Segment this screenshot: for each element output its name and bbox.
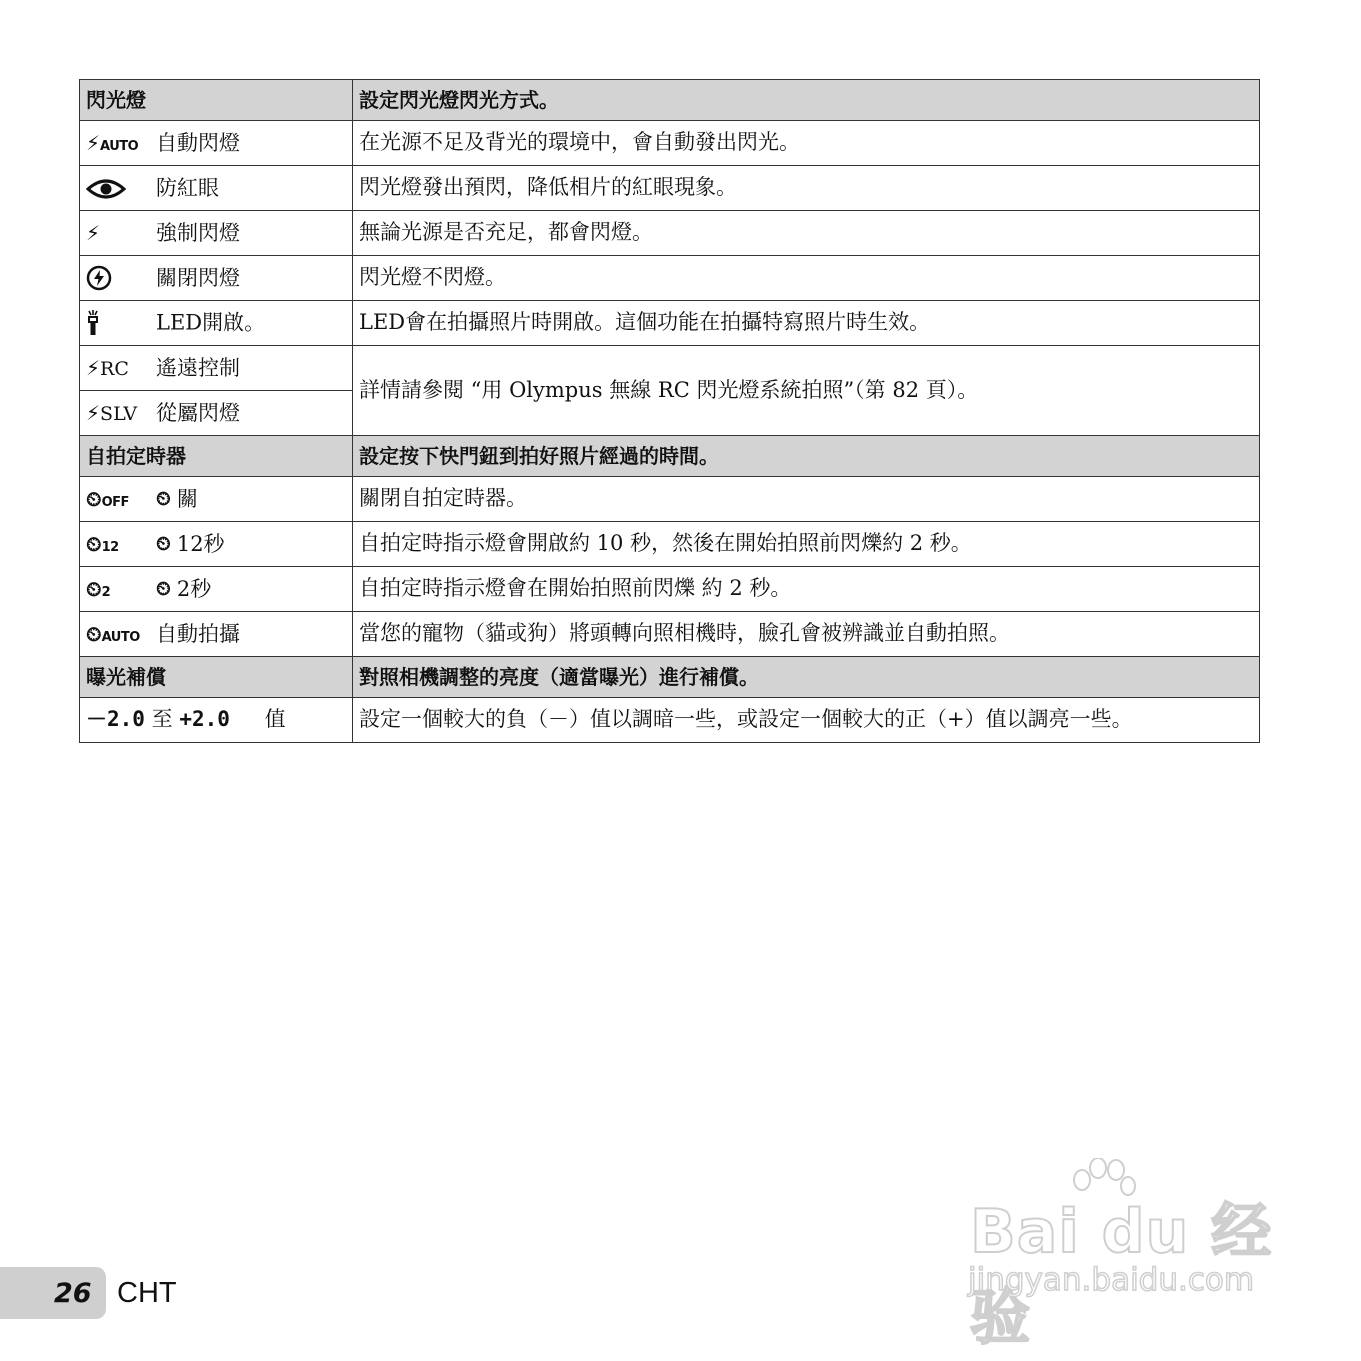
flash-section-header [80,80,1260,121]
language-code: CHT [117,1277,177,1309]
flash-fill-label: 強制閃燈 [156,220,240,245]
timer-symbol-icon: ⏲ [156,577,171,600]
table-row [80,211,1260,256]
flash-fill-cell [80,211,353,256]
timer-header-title: 自拍定時器 [80,436,353,477]
exposure-min: －2.0 [86,707,145,732]
timer-2-cell [80,567,353,612]
flash-rc-icon: ⚡RC [86,356,129,381]
table-row [80,346,1260,391]
flash-fill-icon: ⚡ [86,221,101,246]
timer-12-label: 12秒 [176,531,225,556]
exposure-unit: 值 [264,707,286,732]
flash-off-cell [80,256,353,301]
timer-section-header [80,436,1260,477]
watermark-url: jingyan.baidu.com [968,1262,1255,1298]
watermark-brand: Bai du 经验 [970,1197,1273,1353]
exposure-to: 至 [151,707,173,732]
flash-auto-icon: ⚡AUTO [86,131,139,156]
red-eye-label: 防紅眼 [156,175,219,200]
timer-auto-desc: 當您的寵物（貓或狗）將頭轉向照相機時，臉孔會被辨識並自動拍照。 [353,612,1260,657]
table-row [80,612,1260,657]
self-timer-12-icon: ⏲12 [86,532,119,557]
wireless-flash-desc: 詳情請參閱 “用 Olympus 無線 RC 閃光燈系統拍照”（第 82 頁）。 [353,346,1260,436]
timer-off-label: 關 [176,486,198,511]
table-row [80,698,1260,743]
red-eye-cell [80,166,353,211]
flash-auto-cell [80,121,353,166]
led-cell [80,301,353,346]
timer-2-desc: 自拍定時指示燈會在開始拍照前閃爍 約 2 秒。 [353,567,1260,612]
led-label: LED開啟。 [156,310,266,335]
exposure-header-desc: 對照相機調整的亮度（適當曝光）進行補償。 [353,657,1260,698]
timer-symbol-icon: ⏲ [156,532,171,555]
table-row [80,256,1260,301]
exposure-section-header [80,657,1260,698]
exposure-max: +2.0 [179,707,230,732]
baidu-watermark [966,1158,1281,1353]
table-row [80,522,1260,567]
flash-rc-cell [80,346,353,391]
red-eye-icon [86,176,156,202]
self-timer-off-icon: ⏲OFF [86,487,129,512]
flash-rc-label: 遙遠控制 [156,355,240,380]
flash-off-icon [86,265,156,292]
flash-header-title: 閃光燈 [80,80,353,121]
table-row [80,477,1260,522]
self-timer-auto-icon: ⏲AUTO [86,622,140,647]
timer-header-desc: 設定按下快門鈕到拍好照片經過的時間。 [353,436,1260,477]
flash-slv-label: 從屬閃燈 [156,400,240,425]
flash-auto-desc: 在光源不足及背光的環境中，會自動發出閃光。 [353,121,1260,166]
timer-12-desc: 自拍定時指示燈會開啟約 10 秒，然後在開始拍照前閃爍約 2 秒。 [353,522,1260,567]
flash-auto-label: 自動閃燈 [156,130,240,155]
flash-off-desc: 閃光燈不閃燈。 [353,256,1260,301]
red-eye-desc: 閃光燈發出預閃，降低相片的紅眼現象。 [353,166,1260,211]
self-timer-2-icon: ⏲2 [86,577,111,602]
timer-symbol-icon: ⏲ [156,487,171,510]
exposure-range-cell [80,698,353,743]
led-desc: LED會在拍攝照片時開啟。這個功能在拍攝特寫照片時生效。 [353,301,1260,346]
flash-off-label: 關閉閃燈 [156,265,240,290]
flash-slv-cell [80,391,353,436]
table-row [80,166,1260,211]
flash-header-desc: 設定閃光燈閃光方式。 [353,80,1260,121]
settings-table [79,79,1260,743]
page-number: 26 [54,1278,92,1309]
flash-fill-desc: 無論光源是否充足，都會閃燈。 [353,211,1260,256]
timer-off-desc: 關閉自拍定時器。 [353,477,1260,522]
flash-slv-icon: ⚡SLV [86,401,138,426]
table-row [80,301,1260,346]
exposure-desc: 設定一個較大的負（－）值以調暗一些，或設定一個較大的正（+）值以調亮一些。 [353,698,1260,743]
exposure-header-title: 曝光補償 [80,657,353,698]
table-row [80,121,1260,166]
timer-2-label: 2秒 [176,576,212,601]
table-row [80,567,1260,612]
led-icon [86,309,156,337]
timer-off-cell [80,477,353,522]
timer-12-cell [80,522,353,567]
timer-auto-cell [80,612,353,657]
timer-auto-label: 自動拍攝 [156,621,240,646]
